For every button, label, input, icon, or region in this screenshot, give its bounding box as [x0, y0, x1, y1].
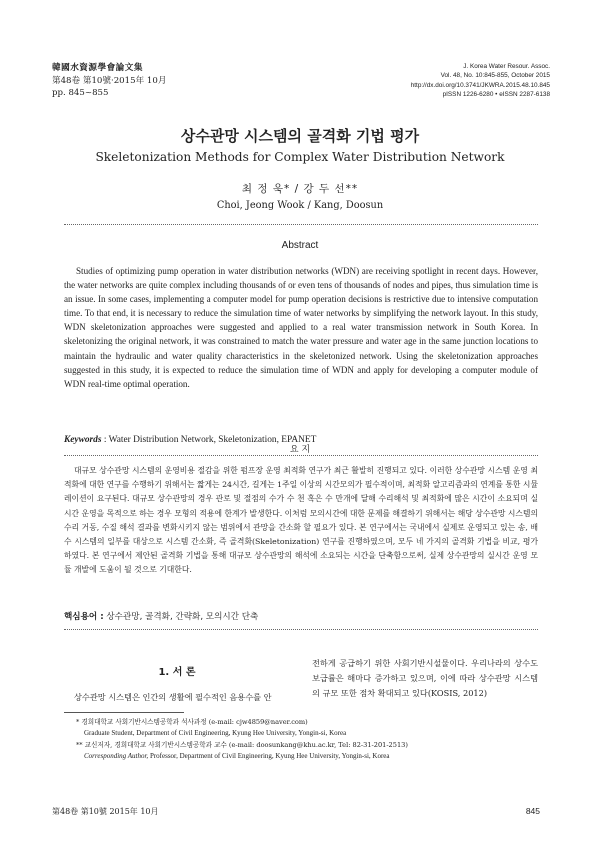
issn: pISSN 1226-6280 • eISSN 2287-6138	[442, 91, 550, 99]
keywords-ko-line	[64, 610, 538, 622]
title-english: Skeletonization Methods for Complex Water Distribution Network	[95, 150, 505, 164]
footnote-1-ko: * 경희대학교 사회기반시스템공학과 석사과정 (e-mail: cjw4859@naver.com)	[76, 718, 308, 726]
abstract-paragraph: Studies of optimizing pump operation in water distribution networks (WDN) are receiving spotlight in recent days. However, the water networks are quite complex including thousands of or even tens of thousands of nodes and pipes, thus simulation time is an issue. In some cases, implementing a computer model for pump operation decisions is restrictive due to intensive computation time. To that end, it is necessary to reduce the simulation time of water networks by simplifying the network layout. In this study, WDN skeletonization approaches were suggested and applied to a real water transmission network in South Korea. In skeletonizing the original network, it was constrained to match the water pressure and water age in the same junction locations to maintain the hydraulic and water quality characteristics in the skeletonized network. Using the skeletonization approaches suggested in this study, it is expected to reduce the simulation time of WDN and apply for developing a computer module of WDN real-time optimal operation.	[64, 266, 538, 389]
keywords-line: Keywords : Water Distribution Network, Skeletonization, EPANET	[64, 435, 317, 445]
authors-korean: 최 정 욱* / 강 두 선**	[241, 183, 359, 195]
authors-english: Choi, Jeong Wook / Kang, Doosun	[216, 200, 384, 211]
footnote-2-en-line	[76, 751, 546, 762]
divider-abstract	[64, 455, 538, 456]
doi-link[interactable]: http://dx.doi.org/10.3741/JKWRA.2015.48.10.845	[410, 81, 550, 89]
divider-top	[64, 224, 538, 225]
footnote-2-en: Professor, Department of Civil Engineering, Kyung Hee University, Yongin-si, Korea	[148, 751, 390, 760]
keywords-ko-value: 상수관망, 골격화, 간략화, 모의시간 단축	[106, 612, 259, 622]
yoji-body	[64, 464, 538, 578]
journal-header-right	[411, 62, 550, 100]
intro-left-column	[64, 663, 290, 705]
yoji-heading: 요 지	[289, 445, 311, 455]
volume-en: Vol. 48, No. 10:845-855, October 2015	[440, 72, 550, 80]
title-korean: 상수관망 시스템의 골격화 기법 평가	[180, 127, 420, 145]
footnote-rule	[64, 712, 184, 713]
abstract-body	[64, 264, 538, 391]
intro-right-column	[312, 656, 538, 701]
footer-volume: 第48卷 第10號 2015年 10月	[52, 807, 159, 816]
intro-heading: 1. 서 론	[158, 667, 196, 678]
journal-header-left	[52, 62, 166, 100]
intro-left-text: 상수관망 시스템은 인간의 생활에 필수적인 음용수를 안	[74, 692, 272, 702]
keywords-label: Keywords	[64, 435, 102, 445]
footnote-2-role: Corresponding Author,	[84, 751, 149, 760]
journal-name-ko: 韓國水資源學會論文集	[52, 63, 143, 73]
page-range: pp. 845~855	[52, 88, 109, 98]
page-number: 845	[525, 806, 540, 816]
keywords-value: Water Distribution Network, Skeletonization, EPANET	[108, 435, 317, 445]
volume-line: 第48卷 第10號·2015年 10月	[52, 75, 167, 86]
intro-right-text: 전하게 공급하기 위한 사회기반시설물이다. 우리나라의 상수도 보급률은 해마다 증가하고 있으며, 이에 따라 상수관망 시스템의 규모 또한 점차 확대되고 있다(KOSIS, 2012)	[312, 658, 538, 698]
divider-bottom	[64, 629, 538, 630]
journal-name-en: J. Korea Water Resour. Assoc.	[463, 63, 550, 70]
footnote-1-en: Graduate Student, Department of Civil Engineering, Kyung Hee University, Yongin-si, Korea	[84, 729, 347, 738]
keywords-ko-label: 핵심용어 :	[64, 612, 104, 622]
abstract-heading: Abstract	[281, 240, 319, 251]
footnotes	[76, 717, 546, 762]
footnote-2-ko: ** 교신저자, 경희대학교 사회기반시스템공학과 교수 (e-mail: doosunkang@khu.ac.kr, Tel: 82-31-201-2513)	[76, 740, 408, 749]
yoji-paragraph: 대규모 상수관망 시스템의 운영비용 절감을 위한 펌프장 운영 최적화 연구가 최근 활발히 진행되고 있다. 이러한 상수관망 시스템 운영 최적화에 대한 연구를 수행하기 위해서는 짧게는 24시간, 길게는 1주일 이상의 시간모의가 필수적이며, 최적화 알고리즘과의 연계를 통한 시뮬레이션이 요구된다. 대규모 상수관망의 경우 관로 및 절점의 수가 수 천 혹은 수 만개에 달해 수리해석 및 최적화에 많은 시간이 소요되며 실시간 운영을 목적으로 하는 경우 모형의 적용에 한계가 발생한다. 이처럼 모의시간에 대한 문제를 해결하기 위해서는 해당 상수관망 시스템의 수리 거동, 수질 해석 결과를 변화시키지 않는 범위에서 관망을 간소화 할 필요가 있다. 본 연구에서는 국내에서 실제로 운영되고 있는 송, 배수 시스템의 일부를 대상으로 시스템 간소화, 즉 골격화(Skeletonization) 연구를 진행하였으며, 모두 네 가지의 골격화 기법을 비교, 평가하였다. 본 연구에서 제안된 골격화 기법을 통해 대규모 상수관망의 해석에 소요되는 시간을 단축함으로써, 실제 상수관망의 실시간 운영 모듈 개발에 도움이 될 것으로 기대한다.	[64, 466, 538, 575]
